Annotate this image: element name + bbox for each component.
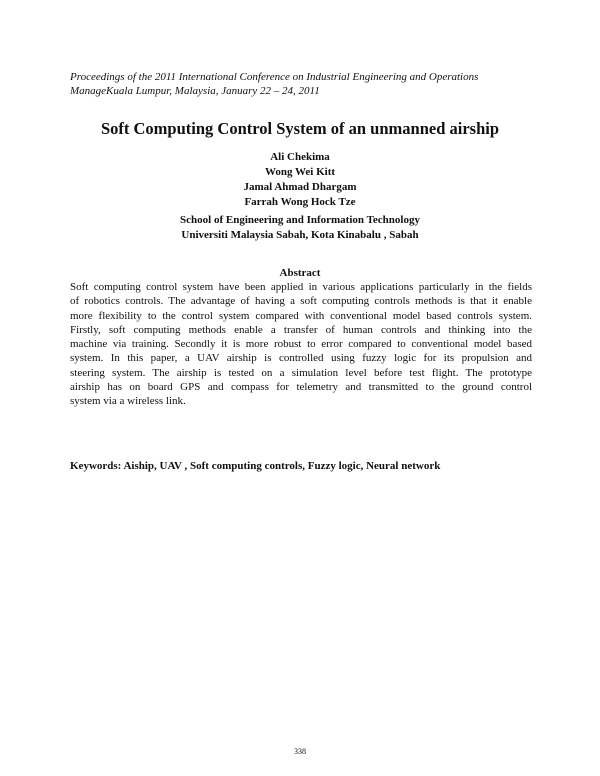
abstract-line: steering system. The airship is tested on a simulation level before test flight. The prototype (70, 366, 532, 379)
abstract-body (70, 280, 532, 409)
abstract-line: more flexibility to the control system compared with conventional model based controls system. (70, 309, 532, 322)
abstract-heading: Abstract (279, 267, 321, 279)
keywords: Keywords: Aiship, UAV , Soft computing controls, Fuzzy logic, Neural network (70, 460, 441, 472)
affiliation-university: Universiti Malaysia Sabah, Kota Kinabalu , Sabah (181, 229, 419, 241)
author-name: Farrah Wong Hock Tze (244, 196, 356, 208)
page-number: 338 (294, 747, 306, 756)
author-list (0, 150, 600, 210)
proceedings-header-line-1: Proceedings of the 2011 International Conference on Industrial Engineering and Operations (70, 71, 479, 83)
abstract-line: of robotics controls. The advantage of having a soft computing controls methods is that it enable (70, 295, 532, 308)
author-name: Wong Wei Kitt (264, 166, 336, 178)
author-name: Ali Chekima (270, 151, 330, 163)
abstract-line: airship has on board GPS and compass for telemetry and transmitted to the ground control (70, 381, 532, 394)
abstract-line: Soft computing control system have been applied in various applications particularly in the fields (70, 281, 532, 293)
abstract-line: Firstly, soft computing methods enable a transfer of human controls and thinking into the (70, 323, 532, 336)
affiliation (0, 213, 600, 243)
abstract-line: system. In this paper, a UAV airship is controlled using fuzzy logic for its propulsion and (70, 352, 532, 365)
affiliation-school: School of Engineering and Information Technology (180, 214, 420, 226)
abstract-line: system via a wireless link. (70, 395, 186, 408)
proceedings-header-line-2: ManageKuala Lumpur, Malaysia, January 22 – 24, 2011 (70, 85, 320, 97)
paper-title: Soft Computing Control System of an unmanned airship (100, 119, 500, 138)
author-name: Jamal Ahmad Dhargam (243, 181, 357, 193)
proceedings-header (70, 70, 540, 98)
abstract-line: machine via training. Secondly it is more robust to error compared to conventional model based (70, 338, 532, 351)
